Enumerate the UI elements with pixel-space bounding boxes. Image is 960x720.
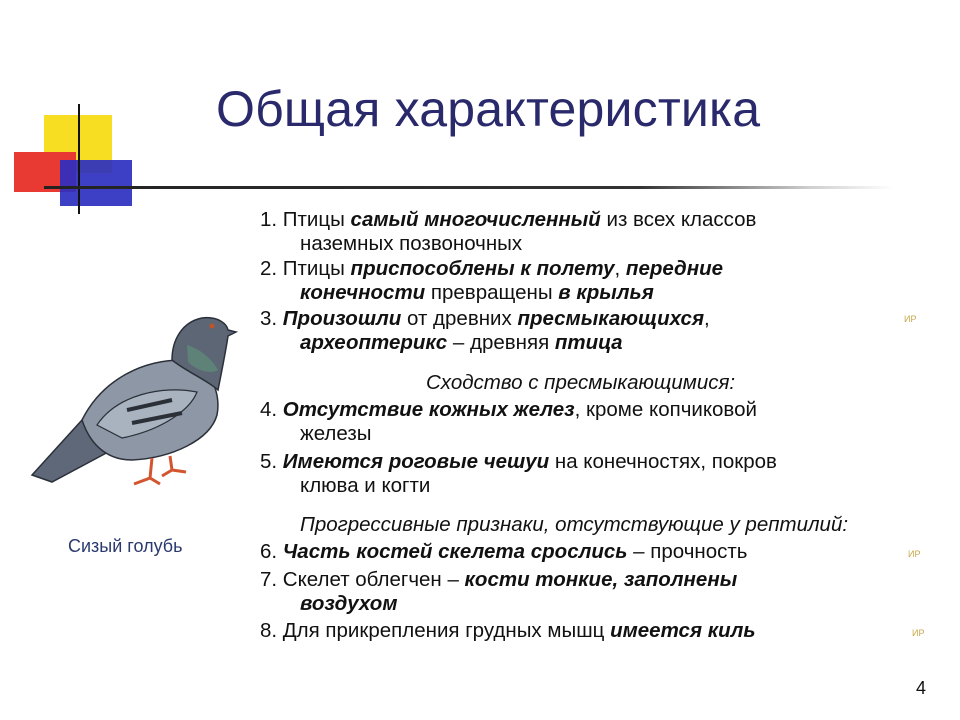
list-item-7: 7. Скелет облегчен – кости тонкие, заполнены воздухом xyxy=(260,568,738,615)
subheading-similarity: Сходство с пресмыкающимися: xyxy=(426,371,736,394)
list-item-8: 8. Для прикрепления грудных мышц имеется киль xyxy=(260,619,756,642)
decor-vertical-line xyxy=(78,104,80,214)
list-item-5: 5. Имеются роговые чешуи на конечностях, покров клюва и когти xyxy=(260,450,777,497)
list-item-2: 2. Птицы приспособлены к полету, передние конечности превращены в крылья xyxy=(260,257,723,304)
list-item-3: 3. Произошли от древних пресмыкающихся, археоптерикс – древняя птица xyxy=(260,307,710,354)
list-item-1: 1. Птицы самый многочисленный из всех классов наземных позвоночных xyxy=(260,208,757,255)
list-item-6: 6. Часть костей скелета срослись – прочность xyxy=(260,540,748,563)
pigeon-illustration xyxy=(22,300,242,500)
marker-label: ИР xyxy=(912,628,925,638)
slide-title: Общая характеристика xyxy=(216,81,761,137)
list-item-4: 4. Отсутствие кожных желез, кроме копчиковой железы xyxy=(260,398,757,445)
marker-label: ИР xyxy=(904,314,917,324)
decor-blue-square xyxy=(60,160,132,206)
marker-label: ИР xyxy=(908,549,921,559)
image-caption: Сизый голубь xyxy=(68,536,183,556)
title-underline xyxy=(44,186,894,189)
page-number: 4 xyxy=(916,678,927,698)
subheading-progressive: Прогрессивные признаки, отсутствующие у рептилий: xyxy=(300,513,849,536)
